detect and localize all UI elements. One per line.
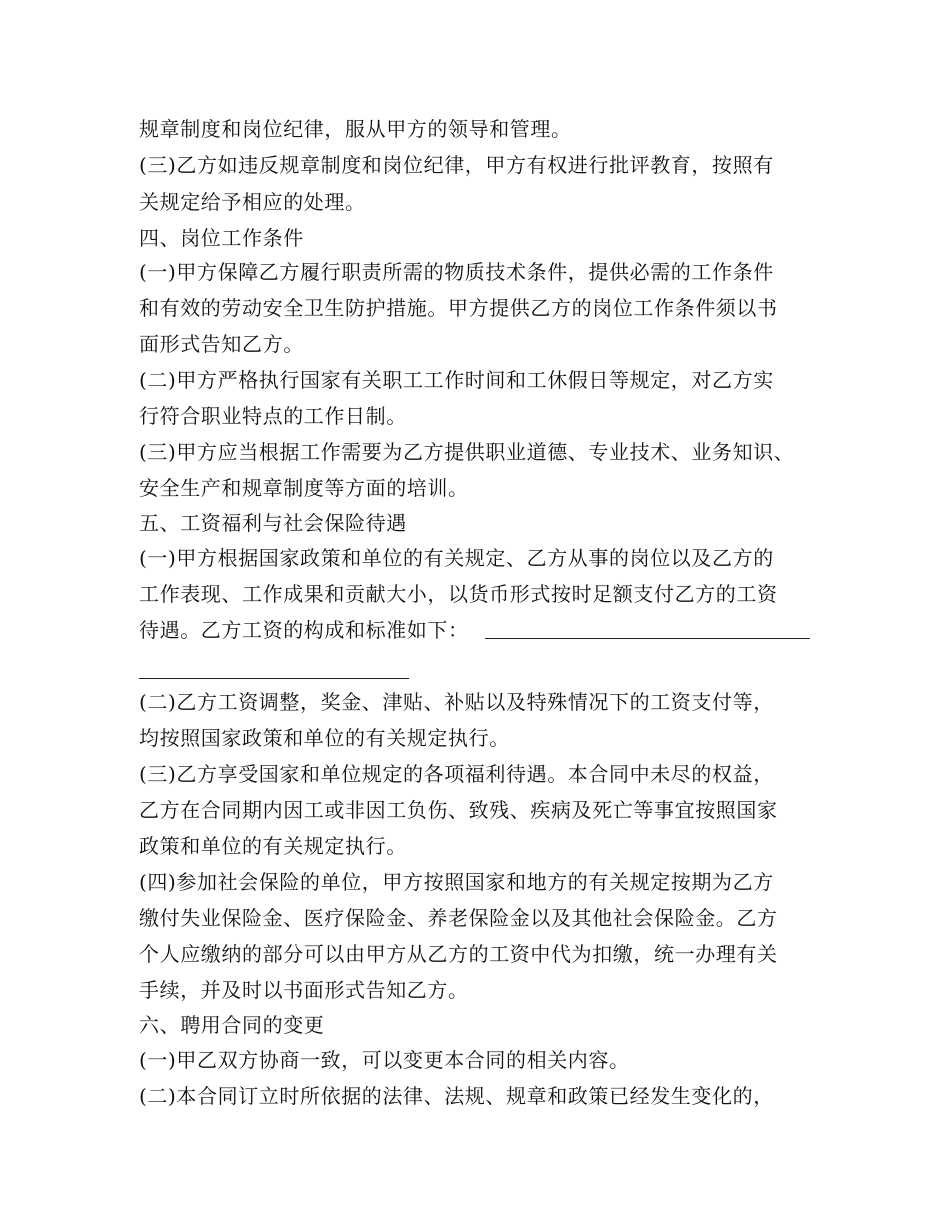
text-line: 行符合职业特点的工作日制。: [139, 404, 407, 428]
text-line: 均按照国家政策和单位的有关规定执行。: [139, 726, 510, 750]
text-line: (一)甲乙双方协商一致，可以变更本合同的相关内容。: [139, 1048, 630, 1072]
salary-fill-in-blank: [485, 638, 810, 639]
text-line: (三)乙方享受国家和单位规定的各项福利待遇。本合同中未尽的权益，: [139, 762, 774, 786]
text-line: (二)乙方工资调整，奖金、津贴、补贴以及特殊情况下的工资支付等，: [139, 690, 774, 714]
text-line: 和有效的劳动安全卫生防护措施。甲方提供乙方的岗位工作条件须以书: [139, 296, 778, 320]
text-line: (一)甲方保障乙方履行职责所需的物质技术条件，提供必需的工作条件: [139, 260, 774, 284]
text-line: (三)乙方如违反规章制度和岗位纪律，甲方有权进行批评教育，按照有: [139, 153, 774, 177]
text-line: 缴付失业保险金、医疗保险金、养老保险金以及其他社会保险金。乙方: [139, 906, 778, 930]
text-line: 乙方在合同期内因工或非因工负伤、致残、疾病及死亡等事宜按照国家: [139, 798, 778, 822]
salary-fill-in-blank-continued: [139, 678, 409, 679]
section-heading: 四、岗位工作条件: [139, 226, 304, 250]
text-line: (一)甲方根据国家政策和单位的有关规定、乙方从事的岗位以及乙方的: [139, 546, 774, 570]
text-line: 关规定给予相应的处理。: [139, 190, 366, 214]
text-line: (三)甲方应当根据工作需要为乙方提供职业道德、专业技术、业务知识、: [139, 440, 795, 464]
text-line: 政策和单位的有关规定执行。: [139, 834, 407, 858]
text-line: 个人应缴纳的部分可以由甲方从乙方的工资中代为扣缴，统一办理有关: [139, 942, 778, 966]
section-heading: 五、工资福利与社会保险待遇: [139, 511, 407, 535]
text-line: (二)本合同订立时所依据的法律、法规、规章和政策已经发生变化的，: [139, 1084, 774, 1108]
text-line: (二)甲方严格执行国家有关职工工作时间和工休假日等规定，对乙方实: [139, 368, 774, 392]
text-line: 安全生产和规章制度等方面的培训。: [139, 476, 469, 500]
text-line: 手续，并及时以书面形式告知乙方。: [139, 978, 469, 1002]
text-line: 面形式告知乙方。: [139, 332, 304, 356]
section-heading: 六、聘用合同的变更: [139, 1013, 325, 1037]
text-line: 待遇。乙方工资的构成和标准如下：: [139, 618, 469, 642]
text-line: (四)参加社会保险的单位，甲方按照国家和地方的有关规定按期为乙方: [139, 870, 774, 894]
text-line: 工作表现、工作成果和贡献大小，以货币形式按时足额支付乙方的工资: [139, 582, 778, 606]
text-line: 规章制度和岗位纪律，服从甲方的领导和管理。: [139, 117, 572, 141]
